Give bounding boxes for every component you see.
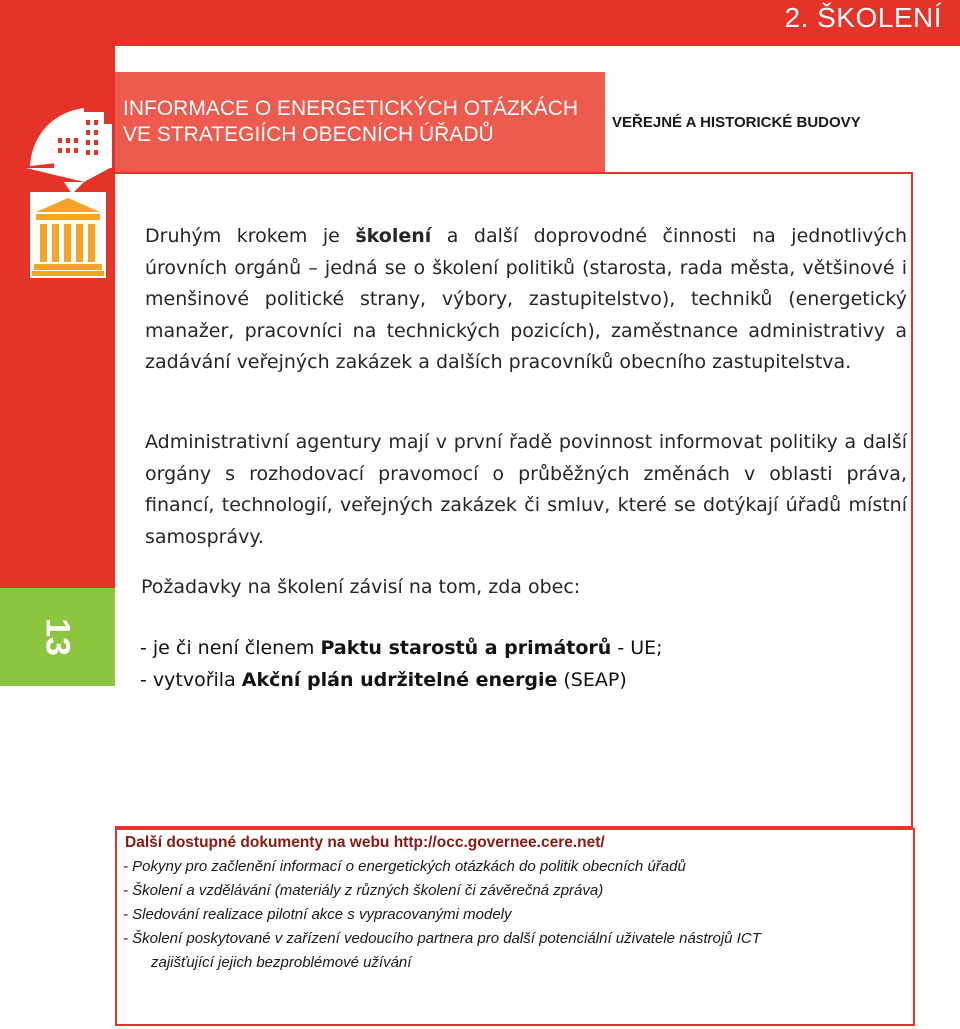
paragraph-intro-rest: a další doprovodné činnosti na jednotlivých úrovních orgánů – jedná se o školení politiků (starosta, rada města, většinové i menšinové politické strany, výbory, zastupitelstvo), techniků (energetický manažer, pracovníci na technických pozicích), zaměstnance administrativy a zadávání veřejných zakázek a dalších pracovníků obecního zastupitelstva. (145, 225, 907, 373)
document-item: zajišťující jejich bezproblémové užívání (151, 954, 412, 971)
paragraph-requirements: Požadavky na školení závisí na tom, zda obec: (141, 576, 581, 598)
paragraph-intro-bold: školení (355, 225, 432, 247)
header-subtitle: VEŘEJNÉ A HISTORICKÉ BUDOVY (612, 114, 861, 131)
paragraph-agencies: Administrativní agentury mají v první řadě povinnost informovat politiky a další orgány s rozhodovací pravomocí o průběžných změnách v oblasti práva, financí, technologií, veřejných zakázek či smluv, které se dotýkají úřadů místní samosprávy. (145, 431, 907, 548)
header-box (115, 72, 605, 172)
section-title: 2. ŠKOLENÍ (784, 2, 942, 33)
city-buildings-icon (26, 108, 112, 194)
header-title-line2: VE STRATEGIÍCH OBECNÍCH ÚŘADŮ (123, 123, 494, 146)
list-item (140, 637, 663, 659)
documents-heading: Další dostupné dokumenty na webu http://occ.governee.cere.net/ (125, 834, 605, 851)
list-item (140, 669, 627, 691)
top-accent-band (115, 0, 960, 46)
list-item-bold: Paktu starostů a primátorů (320, 637, 612, 659)
document-item: - Pokyny pro začlenění informací o energetických otázkách do politik obecních úřadů (123, 858, 686, 875)
header-title (123, 96, 599, 148)
page-number-box (0, 588, 115, 686)
document-item: - Školení poskytované v zařízení vedoucího partnera pro další potenciální uživatele nástrojů ICT (123, 930, 761, 947)
page-number: 13 (38, 618, 77, 656)
list-item-prefix: - je či není členem (140, 637, 321, 659)
list-item-suffix: (SEAP) (557, 669, 627, 691)
historic-building-icon (30, 192, 106, 278)
list-item-bold: Akční plán udržitelné energie (241, 669, 558, 691)
documents-box (115, 828, 915, 1026)
list-item-suffix: - UE; (611, 637, 663, 659)
document-item: - Školení a vzdělávání (materiály z různých školení či závěrečná zpráva) (123, 882, 604, 899)
document-item: - Sledování realizace pilotní akce s vypracovanými modely (123, 906, 512, 923)
paragraph-intro (145, 221, 907, 379)
paragraph-intro-start: Druhým krokem je (145, 225, 356, 247)
left-accent-band (0, 0, 115, 590)
header-title-line1: INFORMACE O ENERGETICKÝCH OTÁZKÁCH (123, 97, 579, 120)
logo (24, 100, 112, 284)
list-item-prefix: - vytvořila (140, 669, 242, 691)
